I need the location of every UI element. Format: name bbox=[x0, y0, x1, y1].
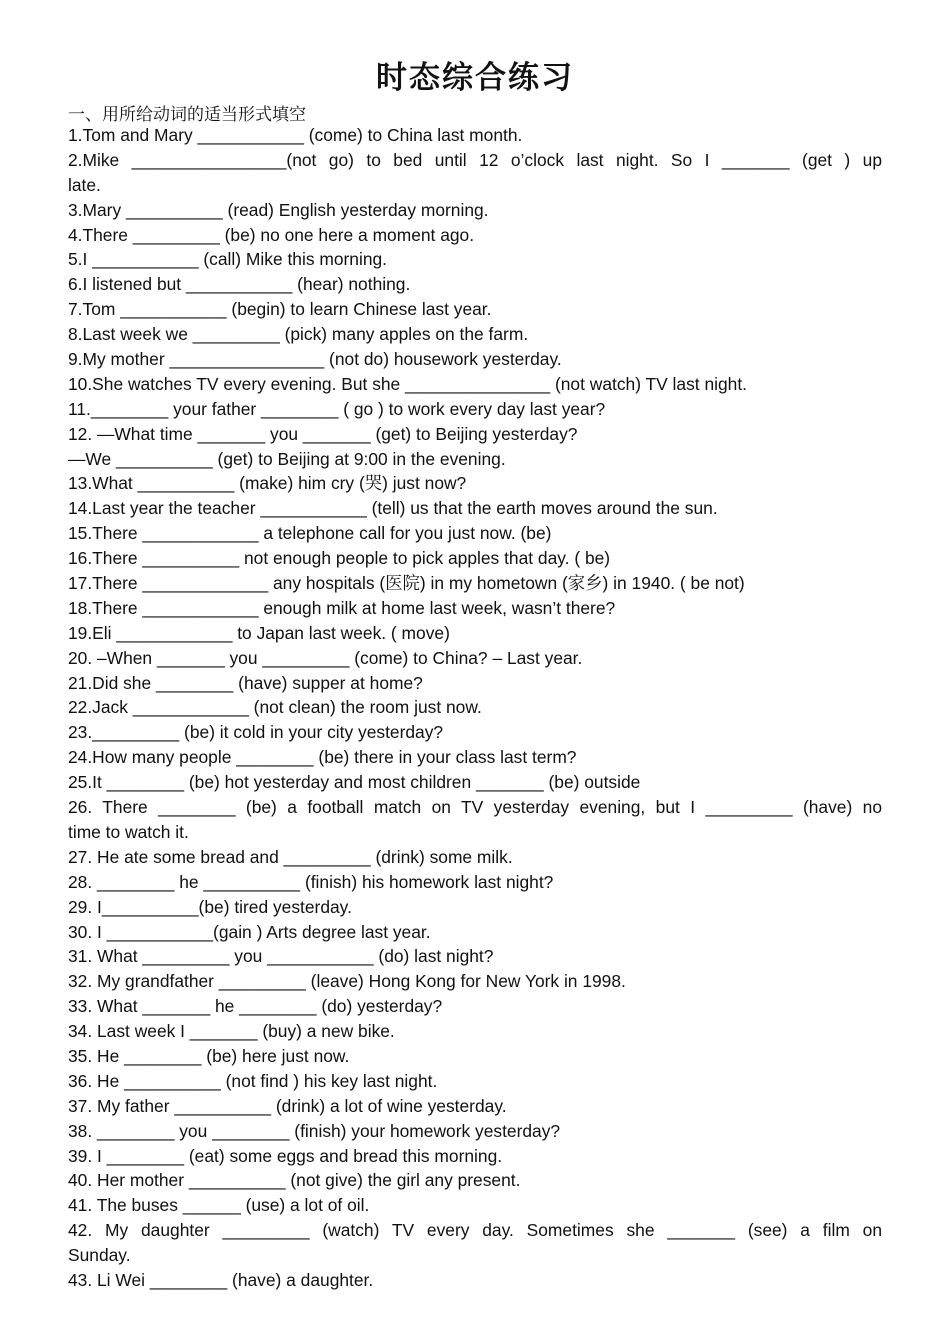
exercise-line: 31. What _________ you ___________ (do) last night? bbox=[68, 946, 494, 967]
exercise-line: Sunday. bbox=[68, 1245, 131, 1266]
exercise-line: 19.Eli ____________ to Japan last week. ( move) bbox=[68, 622, 450, 643]
exercise-line: 34. Last week I _______ (buy) a new bike. bbox=[68, 1021, 395, 1042]
exercise-line: 5.I ___________ (call) Mike this morning. bbox=[68, 249, 388, 270]
exercise-line: 2.Mike ________________(not go) to bed until 12 o’clock last night. So I _______ (get ) up bbox=[68, 149, 882, 170]
exercise-line: 30. I ___________(gain ) Arts degree last year. bbox=[68, 921, 431, 942]
page-title: 时态综合练习 bbox=[376, 60, 574, 96]
exercise-line: 25.It ________ (be) hot yesterday and most children _______ (be) outside bbox=[68, 772, 641, 793]
exercise-line: late. bbox=[68, 174, 101, 195]
exercise-line: —We __________ (get) to Beijing at 9:00 in the evening. bbox=[68, 448, 506, 469]
exercise-line: 38. ________ you ________ (finish) your homework yesterday? bbox=[68, 1120, 561, 1141]
exercise-line: 11.________ your father ________ ( go ) to work every day last year? bbox=[68, 398, 606, 419]
exercise-line: 8.Last week we _________ (pick) many apples on the farm. bbox=[68, 324, 529, 345]
exercise-line: 26. There ________ (be) a football match on TV yesterday evening, but I _________ (have) no bbox=[68, 797, 882, 818]
exercise-line: 32. My grandfather _________ (leave) Hong Kong for New York in 1998. bbox=[68, 971, 626, 992]
exercise-line: 6.I listened but ___________ (hear) nothing. bbox=[68, 274, 411, 295]
exercise-line: 10.She watches TV every evening. But she _______________ (not watch) TV last night. bbox=[68, 373, 747, 394]
exercise-line: 12. —What time _______ you _______ (get) to Beijing yesterday? bbox=[68, 423, 578, 444]
exercise-line: 3.Mary __________ (read) English yesterday morning. bbox=[68, 199, 489, 220]
exercise-line: 28. ________ he __________ (finish) his homework last night? bbox=[68, 871, 554, 892]
exercise-line: 23._________ (be) it cold in your city yesterday? bbox=[68, 722, 444, 743]
exercise-line: 16.There __________ not enough people to pick apples that day. ( be) bbox=[68, 548, 611, 569]
exercise-line: 21.Did she ________ (have) supper at home? bbox=[68, 672, 423, 693]
exercise-line: 39. I ________ (eat) some eggs and bread this morning. bbox=[68, 1145, 503, 1166]
exercise-line: time to watch it. bbox=[68, 821, 189, 842]
exercise-list bbox=[68, 123, 882, 1293]
exercise-line: 22.Jack ____________ (not clean) the room just now. bbox=[68, 697, 482, 718]
exercise-line: 27. He ate some bread and _________ (drink) some milk. bbox=[68, 846, 513, 867]
exercise-line: 35. He ________ (be) here just now. bbox=[68, 1045, 350, 1066]
exercise-line: 43. Li Wei ________ (have) a daughter. bbox=[68, 1269, 374, 1290]
exercise-line: 20. –When _______ you _________ (come) to China? – Last year. bbox=[68, 647, 583, 668]
exercise-line: 9.My mother ________________ (not do) housework yesterday. bbox=[68, 349, 562, 370]
exercise-line: 40. Her mother __________ (not give) the girl any present. bbox=[68, 1170, 521, 1191]
exercise-line: 7.Tom ___________ (begin) to learn Chinese last year. bbox=[68, 299, 492, 320]
exercise-line: 14.Last year the teacher ___________ (tell) us that the earth moves around the sun. bbox=[68, 498, 718, 519]
exercise-line: 24.How many people ________ (be) there in your class last term? bbox=[68, 747, 577, 768]
exercise-line: 41. The buses ______ (use) a lot of oil. bbox=[68, 1195, 370, 1216]
exercise-line: 13.What __________ (make) him cry (哭) just now? bbox=[68, 473, 467, 494]
exercise-line: 33. What _______ he ________ (do) yesterday? bbox=[68, 996, 443, 1017]
exercise-line: 18.There ____________ enough milk at home last week, wasn’t there? bbox=[68, 597, 616, 618]
exercise-line: 37. My father __________ (drink) a lot of wine yesterday. bbox=[68, 1095, 507, 1116]
exercise-line: 17.There _____________ any hospitals (医院) in my hometown (家乡) in 1940. ( be not) bbox=[68, 573, 745, 594]
exercise-line: 15.There ____________ a telephone call for you just now. (be) bbox=[68, 523, 552, 544]
exercise-line: 29. I__________(be) tired yesterday. bbox=[68, 896, 352, 917]
exercise-line: 36. He __________ (not find ) his key last night. bbox=[68, 1070, 438, 1091]
exercise-line: 1.Tom and Mary ___________ (come) to China last month. bbox=[68, 125, 523, 145]
exercise-line: 42. My daughter _________ (watch) TV every day. Sometimes she _______ (see) a film on bbox=[68, 1220, 882, 1241]
exercise-line: 4.There _________ (be) no one here a moment ago. bbox=[68, 224, 475, 245]
section-heading: 一、用所给动词的适当形式填空 bbox=[68, 105, 306, 125]
